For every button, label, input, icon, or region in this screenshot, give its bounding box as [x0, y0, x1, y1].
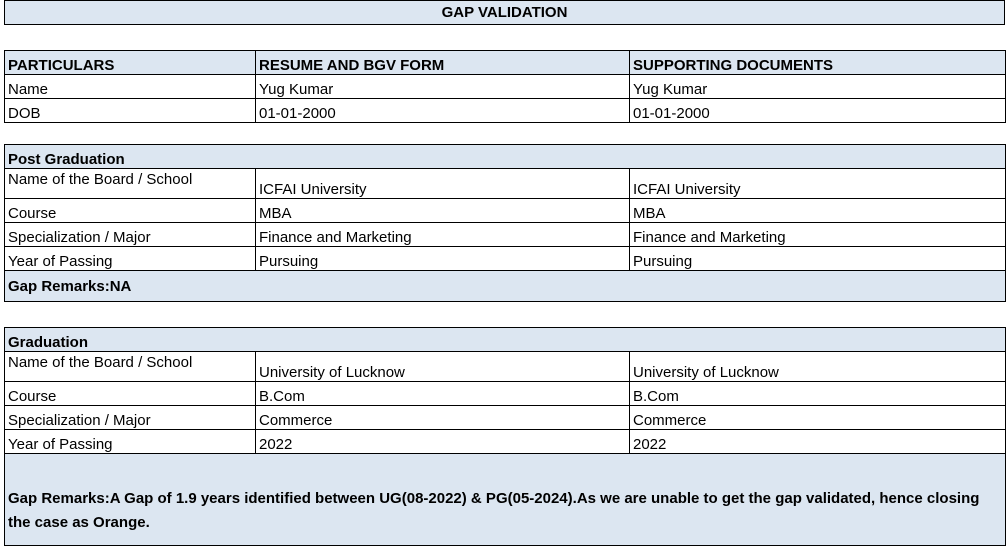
resume-value: 2022 — [256, 430, 630, 454]
row-label: Course — [5, 199, 256, 223]
table-row — [5, 406, 1006, 430]
graduation-heading: Graduation — [5, 328, 1006, 352]
post-graduation-remarks: Gap Remarks:NA — [5, 271, 1006, 302]
row-label: Name of the Board / School — [5, 169, 256, 199]
header-supporting-docs: SUPPORTING DOCUMENTS — [630, 51, 1006, 75]
resume-value: Pursuing — [256, 247, 630, 271]
gap-validation-title: GAP VALIDATION — [4, 0, 1005, 25]
row-label: Name of the Board / School — [5, 352, 256, 382]
document-value: Commerce — [630, 406, 1006, 430]
row-label: Year of Passing — [5, 430, 256, 454]
document-value: ICFAI University — [630, 169, 1006, 199]
resume-value: Finance and Marketing — [256, 223, 630, 247]
graduation-remarks: Gap Remarks:A Gap of 1.9 years identified between UG(08-2022) & PG(05-2024).As we are unable to get the gap validated, hence closing the case as Orange. — [5, 454, 1006, 546]
document-value: Pursuing — [630, 247, 1006, 271]
table-row — [5, 223, 1006, 247]
resume-value: ICFAI University — [256, 169, 630, 199]
document-value: MBA — [630, 199, 1006, 223]
document-value: University of Lucknow — [630, 352, 1006, 382]
remarks-row — [5, 454, 1006, 546]
row-label: Year of Passing — [5, 247, 256, 271]
resume-value: B.Com — [256, 382, 630, 406]
header-particulars: PARTICULARS — [5, 51, 256, 75]
table-row — [5, 247, 1006, 271]
table-row — [5, 99, 1006, 123]
resume-value: Yug Kumar — [256, 75, 630, 99]
document-value: B.Com — [630, 382, 1006, 406]
section-heading-row — [5, 328, 1006, 352]
post-graduation-table — [4, 144, 1006, 302]
row-label: Specialization / Major — [5, 223, 256, 247]
document-value: Yug Kumar — [630, 75, 1006, 99]
document-value: 01-01-2000 — [630, 99, 1006, 123]
row-label: Course — [5, 382, 256, 406]
remarks-row — [5, 271, 1006, 302]
post-graduation-heading: Post Graduation — [5, 145, 1006, 169]
document-value: 2022 — [630, 430, 1006, 454]
table-row — [5, 199, 1006, 223]
section-heading-row — [5, 145, 1006, 169]
table-row — [5, 169, 1006, 199]
table-row — [5, 430, 1006, 454]
resume-value: Commerce — [256, 406, 630, 430]
table-row — [5, 382, 1006, 406]
row-label: Specialization / Major — [5, 406, 256, 430]
particulars-table — [4, 50, 1006, 123]
row-label: DOB — [5, 99, 256, 123]
table-header-row — [5, 51, 1006, 75]
table-row — [5, 75, 1006, 99]
header-resume-bgv: RESUME AND BGV FORM — [256, 51, 630, 75]
document-value: Finance and Marketing — [630, 223, 1006, 247]
table-row — [5, 352, 1006, 382]
row-label: Name — [5, 75, 256, 99]
resume-value: 01-01-2000 — [256, 99, 630, 123]
resume-value: University of Lucknow — [256, 352, 630, 382]
resume-value: MBA — [256, 199, 630, 223]
graduation-table — [4, 327, 1006, 546]
